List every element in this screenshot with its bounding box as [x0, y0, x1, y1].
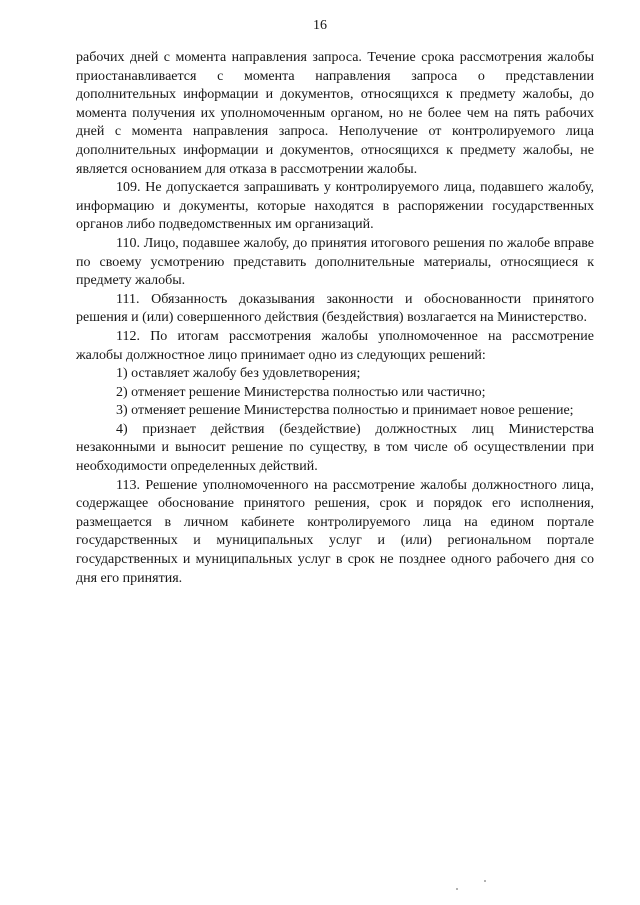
list-item-1: 1) оставляет жалобу без удовлетворения;: [116, 366, 361, 382]
paragraph-continuation: рабочих дней с момента направления запроса. Течение срока рассмотрения жалобы приостанавливается с момента направления запроса о представлении дополнительных информации и документов, относящихся к предмету жалобы, до момента получения их уполномоченным органом, но не более чем на пять рабочих дней с момента направления запроса. Неполучение от контролируемого лица дополнительных информации и документов, относящихся к предмету жалобы, не является основанием для отказа в рассмотрении жалобы.: [76, 50, 594, 177]
list-item-2: 2) отменяет решение Министерства полностью или частично;: [116, 384, 486, 400]
paragraph-109: 109. Не допускается запрашивать у контролируемого лица, подавшего жалобу, информацию и документы, которые находятся в распоряжении государственных органов либо подведомственных им организаций.: [76, 180, 594, 233]
paragraph-113: 113. Решение уполномоченного на рассмотрение жалобы должностного лица, содержащее обоснование принятого решения, срок и порядок его исполнения, размещается в личном кабинете контролируемого лица на едином портале государственных и муниципальных услуг и (или) региональном портале государственных и муниципальных услуг в срок не позднее одного рабочего дня со дня его принятия.: [76, 477, 594, 586]
paragraph-111: 111. Обязанность доказывания законности и обоснованности принятого решения и (или) совершенного действия (бездействия) возлагается на Министерство.: [76, 291, 594, 326]
scan-speck: [456, 888, 458, 890]
page-number: 16: [313, 18, 327, 33]
scan-speck: [484, 880, 486, 882]
list-item-3: 3) отменяет решение Министерства полностью и принимает новое решение;: [116, 403, 574, 419]
list-item-4: 4) признает действия (бездействие) должностных лиц Министерства незаконными и выносит решение по существу, в том числе об осуществлении при необходимости определенных действий.: [76, 421, 594, 475]
document-body: [76, 49, 594, 588]
paragraph-110: 110. Лицо, подавшее жалобу, до принятия итогового решения по жалобе вправе по своему усмотрению представить дополнительные материалы, относящиеся к предмету жалобы.: [76, 235, 594, 289]
paragraph-112: 112. По итогам рассмотрения жалобы уполномоченное на рассмотрение жалобы должностное лицо принимает одно из следующих решений:: [76, 328, 594, 363]
